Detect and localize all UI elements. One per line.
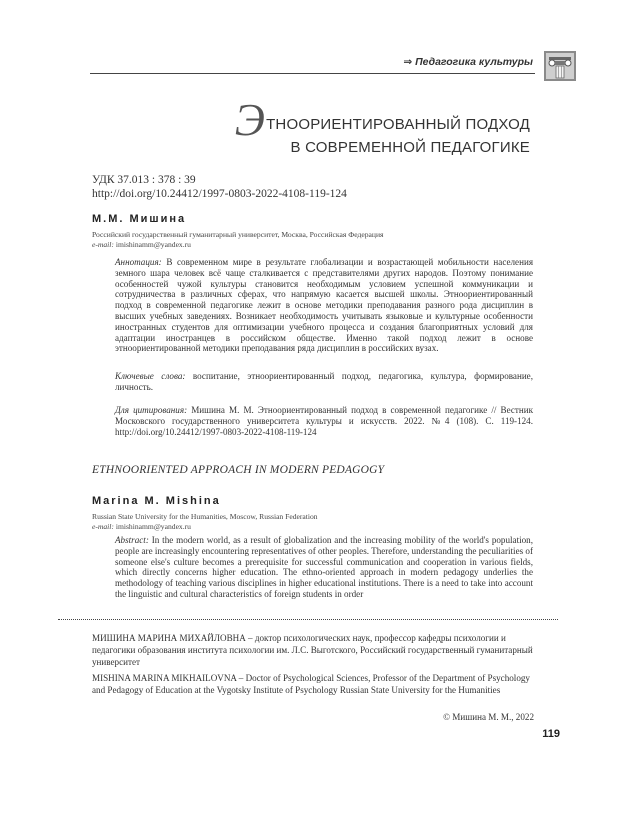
affiliation-ru (92, 230, 384, 250)
citation-label: Для цитирования: (115, 405, 188, 415)
affiliation-text-en: Russian State University for the Humanities, Moscow, Russian Federation (92, 512, 318, 521)
title-line-2: В СОВРЕМЕННОЙ ПЕДАГОГИКЕ (290, 139, 530, 156)
copyright: © Мишина М. М., 2022 (443, 712, 534, 722)
abstract-label: Аннотация: (115, 257, 162, 267)
abstract-text: В современном мире в результате глобализации и возрастающей мобильности населения земного шара человек всё чаще сталкивается с представителями других народов. Поэтому понимание особенностей чужой культуры становится необходимым условием успешной коммуникации и сотрудничества в различных сферах, что напрямую касается высшей школы. Этноориентированный подход в современной педагогике лежит в основе методики преподавания разного рода дисциплин в высших учебных заведениях. Возникает необходимость учитывать языковые и культурные особенности иностранных студентов для оптимизации учебного процесса и создания благоприятных условий для адаптации иностранцев в российском обществе. Именно такой подход лежит в основе этноориентированной методики преподавания ряда дисциплин в российских вузах. (115, 257, 534, 354)
citation-ru (115, 405, 533, 437)
udk-code: УДК 37.013 : 378 : 39 (92, 174, 196, 186)
udk-doi-block (92, 173, 347, 201)
author-name-en: Marina M. Mishina (92, 495, 221, 507)
section-label: ⇒ Педагогика культуры (403, 56, 533, 68)
affiliation-en (92, 512, 318, 532)
author-email[interactable]: imishinamm@yandex.ru (115, 240, 191, 249)
abstract-label-en: Abstract: (115, 535, 149, 545)
email-line-en (92, 522, 318, 532)
author-email-en[interactable]: imishinamm@yandex.ru (115, 522, 191, 531)
title-initial-letter: Э (234, 94, 266, 145)
abstract-en (115, 535, 533, 600)
article-title-en: ETHNOORIENTED APPROACH IN MODERN PEDAGOGY (92, 464, 385, 476)
email-label: e-mail: (92, 240, 114, 249)
abstract-ru (115, 257, 533, 354)
abstract-text-en: In the modern world, as a result of globalization and the increasing mobility of the world's population, people are increasingly encountering representatives of other peoples. Therefore, understanding the peculiarities of someone else's culture becomes a prerequisite for successful communication and cooperation in various fields, which directly concerns higher education. The ethno-oriented approach in modern pedagogy underlies the methodology of teaching various disciplines in higher educational institutions. There is a need to take into account the linguistic and cultural characteristics of foreign students in order (115, 535, 534, 599)
author-bio-ru: МИШИНА МАРИНА МИХАЙЛОВНА – доктор психологических наук, профессор кафедры психологии и педагогики образования института психологии им. Л.С. Выготского, Российский государственный гуманитарный университет (92, 633, 533, 667)
email-label-en: e-mail: (92, 522, 114, 531)
doi-link[interactable]: http://doi.org/10.24412/1997-0803-2022-4108-119-124 (92, 188, 347, 200)
keywords-ru (115, 371, 533, 393)
citation-text: Мишина М. М. Этноориентированный подход в современной педагогике // Вестник Московского государственного университета культуры и искусств. 2022. №4 (108). С. 119-124. http://doi.org/10.24412/1997-0803-2022-4108-119-124 (115, 405, 533, 437)
column-capital-logo-icon (543, 50, 577, 82)
article-title-ru (230, 94, 530, 156)
email-line (92, 240, 384, 250)
affiliation-text: Российский государственный гуманитарный университет, Москва, Российская Федерация (92, 230, 384, 239)
footnote-separator (58, 619, 558, 620)
keywords-text: воспитание, этноориентированный подход, педагогика, культура, формирование, личность. (115, 371, 533, 392)
author-bio-en: MISHINA MARINA MIKHAILOVNA – Doctor of Psychological Sciences, Professor of the Department of Psychology and Pedagogy of Education at the Vygotsky Institute of Psychology Russian State University for the Humanities (92, 673, 530, 695)
keywords-label: Ключевые слова: (115, 371, 186, 381)
page-number: 119 (542, 728, 560, 740)
author-name-ru: М.М. Мишина (92, 213, 187, 225)
header-rule (90, 73, 535, 74)
title-line-1: ТНООРИЕНТИРОВАННЫЙ ПОДХОД (266, 116, 530, 133)
